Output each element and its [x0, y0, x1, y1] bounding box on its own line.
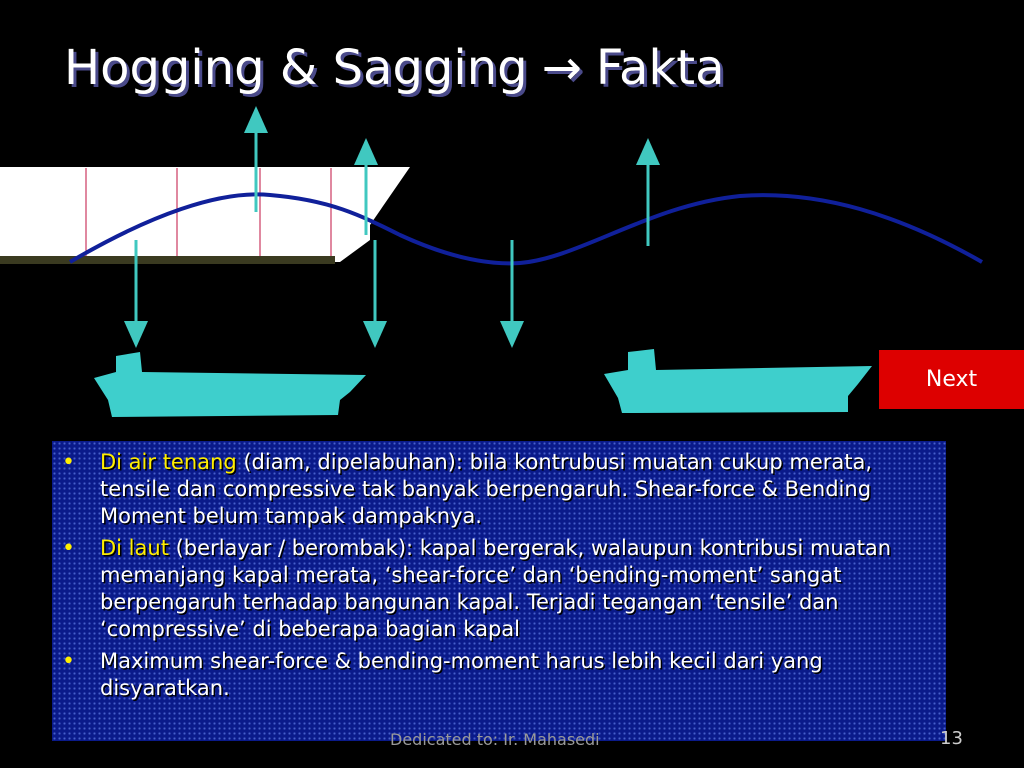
- bullet-text: (diam, dipelabuhan): bila kontrubusi muatan cukup merata, tensile dan compressive tak banyak berpengaruh. Shear-force & Bending Moment belum tampak dampaknya.: [100, 450, 873, 528]
- bullet-icon: •: [62, 450, 75, 475]
- bullet-icon: •: [62, 649, 75, 674]
- bullet-item: [62, 535, 936, 643]
- page-number: 13: [940, 728, 963, 749]
- bullet-item: [62, 449, 936, 530]
- bullet-highlight: Di air tenang: [100, 450, 237, 474]
- ship-icon: [94, 352, 366, 417]
- title-text-part1: Hogging & Sagging: [64, 40, 528, 96]
- footer-text: Dedicated to: Ir. Mahasedi: [390, 730, 600, 749]
- bullet-text-box: [52, 441, 946, 741]
- title-text-part2: Fakta: [595, 40, 725, 96]
- bullet-highlight: Di laut: [100, 536, 169, 560]
- right-arrow-icon: →: [541, 40, 582, 96]
- bullet-text: Maximum shear-force & bending-moment harus lebih kecil dari yang disyaratkan.: [100, 649, 823, 700]
- bullet-text: (berlayar / berombak): kapal bergerak, walaupun kontribusi muatan memanjang kapal merata, ‘shear-force’ dan ‘bending-moment’ sangat berpengaruh terhadap bangunan kapal. Terjadi tegangan ‘tensile’ dan ‘compressive’ di beberapa bagian kapal: [100, 536, 892, 641]
- ship-icon: [604, 349, 872, 413]
- next-button[interactable]: Next: [879, 350, 1024, 409]
- bullet-icon: •: [62, 536, 75, 561]
- ship-hull-side-view: [0, 167, 410, 264]
- bullet-item: [62, 648, 936, 702]
